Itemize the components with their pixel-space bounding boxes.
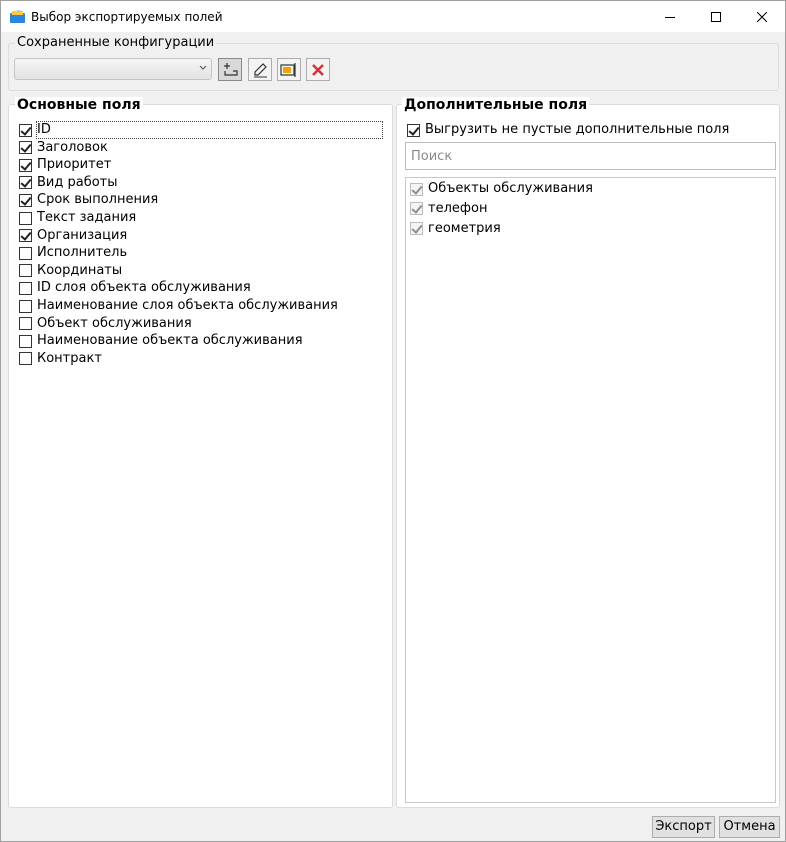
- main-field-label: Текст задания: [37, 210, 137, 225]
- main-field-label: Заголовок: [37, 139, 108, 155]
- extra-fields-legend: Дополнительные поля: [404, 97, 588, 113]
- main-field-item[interactable]: [19, 350, 102, 368]
- extra-field-checkbox[interactable]: [410, 183, 423, 196]
- main-field-checkbox[interactable]: [19, 176, 32, 189]
- main-field-checkbox[interactable]: [19, 335, 32, 348]
- main-field-item[interactable]: [19, 262, 122, 280]
- main-field-checkbox[interactable]: [19, 300, 32, 313]
- rename-config-button[interactable]: [277, 58, 301, 81]
- main-field-checkbox[interactable]: [19, 159, 32, 172]
- saved-configs-legend: Сохраненные конфигурации: [17, 35, 215, 50]
- extra-field-label: телефон: [428, 200, 488, 216]
- extra-field-checkbox[interactable]: [410, 222, 423, 235]
- close-button[interactable]: [739, 1, 785, 32]
- main-field-checkbox[interactable]: [19, 194, 32, 207]
- main-field-label: Приоритет: [37, 157, 112, 173]
- main-field-checkbox[interactable]: [19, 317, 32, 330]
- delete-x-icon: [310, 62, 326, 78]
- export-nonempty-checkbox[interactable]: [407, 121, 729, 139]
- chevron-down-icon: [199, 65, 207, 71]
- main-field-checkbox[interactable]: [19, 124, 32, 137]
- main-field-label: ID слоя объекта обслуживания: [37, 280, 251, 296]
- main-field-checkbox[interactable]: [19, 212, 32, 225]
- main-field-checkbox[interactable]: [19, 352, 32, 365]
- rename-field-icon: [280, 62, 298, 78]
- main-field-label: Контракт: [37, 350, 102, 366]
- extra-field-label: геометрия: [428, 220, 501, 236]
- extra-field-checkbox[interactable]: [410, 202, 423, 215]
- main-field-checkbox[interactable]: [19, 282, 32, 295]
- main-field-checkbox[interactable]: [19, 264, 32, 277]
- maximize-icon: [711, 12, 721, 22]
- main-field-checkbox[interactable]: [19, 141, 32, 154]
- window-title: Выбор экспортируемых полей: [31, 10, 223, 24]
- saved-config-combobox[interactable]: [14, 58, 212, 80]
- app-icon: [9, 9, 26, 24]
- main-field-item[interactable]: [19, 174, 118, 192]
- main-field-label: Организация: [37, 227, 128, 243]
- extra-fields-group: [396, 97, 780, 808]
- saved-configs-group: [8, 35, 779, 91]
- cancel-button[interactable]: Отмена: [719, 816, 780, 838]
- extra-field-label: Объекты обслуживания: [428, 181, 593, 196]
- main-field-item[interactable]: [19, 191, 158, 209]
- main-field-item[interactable]: [19, 156, 111, 174]
- maximize-button[interactable]: [693, 1, 739, 32]
- export-nonempty-label: Выгрузить не пустые дополнительные поля: [425, 122, 730, 137]
- main-field-item[interactable]: [19, 315, 192, 333]
- edit-pencil-icon: [252, 62, 268, 78]
- main-field-label: Вид работы: [37, 174, 118, 190]
- main-field-checkbox[interactable]: [19, 229, 32, 242]
- main-field-item[interactable]: [19, 279, 251, 297]
- main-field-item[interactable]: [19, 244, 127, 262]
- main-field-label: Объект обслуживания: [37, 315, 192, 331]
- export-nonempty-checkmark[interactable]: [407, 124, 420, 137]
- main-fields-group: [8, 97, 393, 808]
- main-field-item[interactable]: [19, 121, 382, 139]
- main-field-item[interactable]: [19, 227, 127, 245]
- search-input[interactable]: [405, 142, 776, 170]
- main-field-item[interactable]: [19, 297, 338, 315]
- main-field-label: Наименование объекта обслуживания: [37, 333, 303, 349]
- main-field-item[interactable]: [19, 209, 136, 227]
- main-field-label: Координаты: [37, 262, 123, 278]
- main-field-item[interactable]: [19, 332, 303, 350]
- extra-fields-listbox[interactable]: [405, 177, 776, 803]
- main-field-label: Срок выполнения: [37, 192, 159, 208]
- extra-field-item[interactable]: [410, 180, 593, 198]
- main-field-label: ID: [37, 122, 382, 138]
- extra-field-item[interactable]: [410, 220, 501, 238]
- main-field-checkbox[interactable]: [19, 247, 32, 260]
- main-fields-legend: Основные поля: [17, 97, 141, 113]
- add-config-button[interactable]: [218, 58, 242, 81]
- extra-field-item[interactable]: [410, 200, 487, 218]
- export-button[interactable]: Экспорт: [652, 816, 715, 838]
- main-field-item[interactable]: [19, 139, 108, 157]
- minimize-icon: [665, 12, 675, 22]
- edit-config-button[interactable]: [248, 58, 272, 81]
- minimize-button[interactable]: [647, 1, 693, 32]
- close-icon: [757, 12, 767, 22]
- main-field-label: Исполнитель: [37, 245, 128, 261]
- delete-config-button[interactable]: [306, 58, 330, 81]
- add-config-icon: [221, 62, 239, 78]
- main-field-label: Наименование слоя объекта обслуживания: [37, 298, 338, 313]
- title-bar[interactable]: [1, 1, 785, 32]
